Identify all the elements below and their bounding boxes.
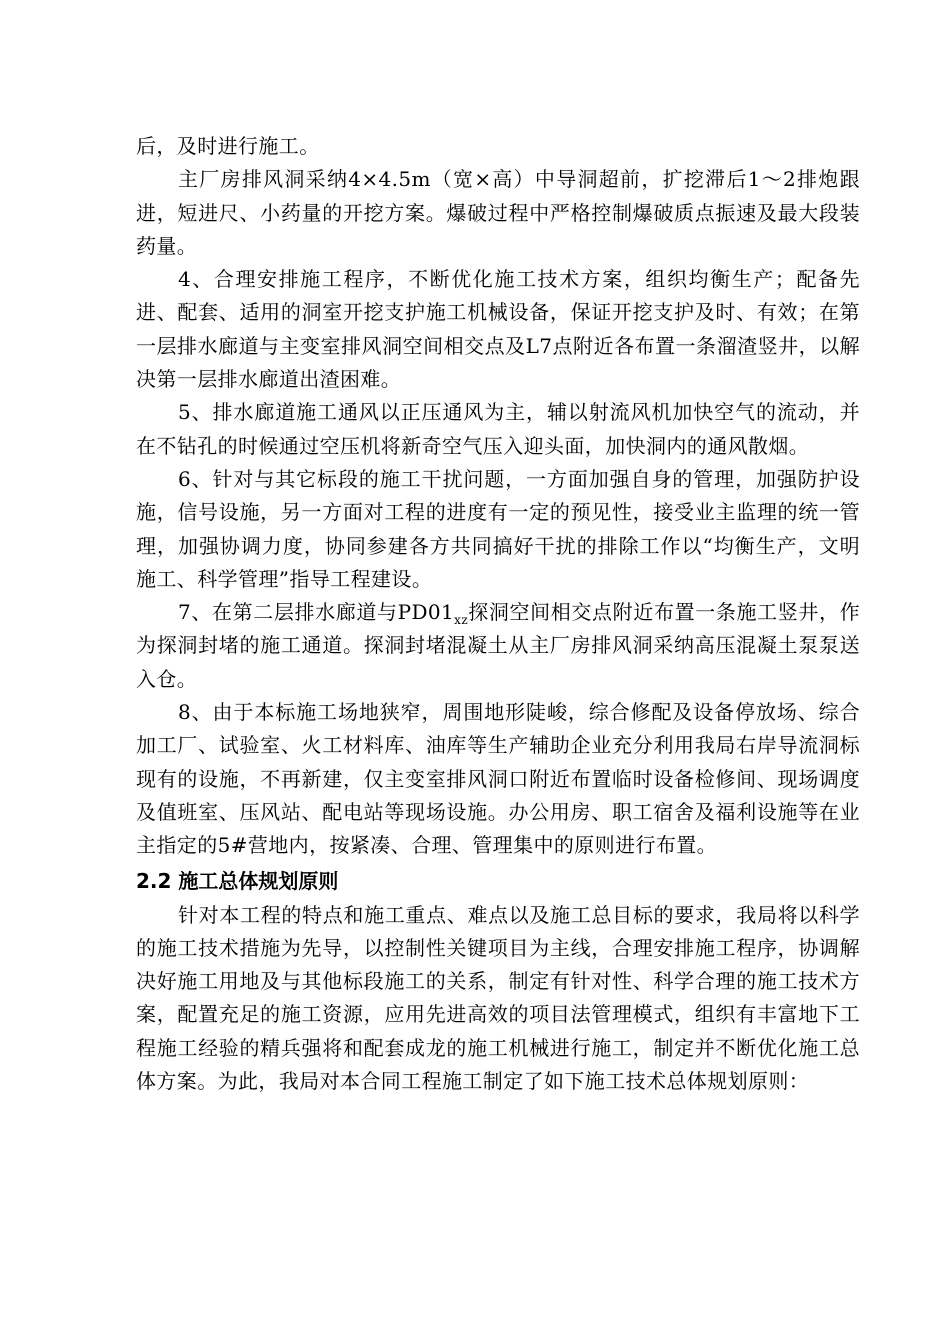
paragraph-item-6: 6、针对与其它标段的施工干扰问题，一方面加强自身的管理，加强防护设施，信号设施，另一方面对工程的进度有一定的预见性，接受业主监理的统一管理，加强协调力度，协同参建各方共同搞好干扰的排除工作以“均衡生产，文明施工、科学管理”指导工程建设。 <box>136 466 860 591</box>
paragraph-item-7-part1: 7、在第二层排水廊道与PD01 <box>178 600 455 625</box>
paragraph-item-5: 5、排水廊道施工通风以正压通风为主，辅以射流风机加快空气的流动，并在不钻孔的时候通过空压机将新奇空气压入迎头面，加快洞内的通风散烟。 <box>136 400 860 458</box>
paragraph-item-8: 8、由于本标施工场地狭窄，周围地形陡峻，综合修配及设备停放场、综合加工厂、试验室、火工材料库、油库等生产辅助企业充分利用我局右岸导流洞标现有的设施，不再新建，仅主变室排风洞口附近布置临时设备检修间、现场调度及值班室、压风站、配电站等现场设施。办公用房、职工宿舍及福利设施等在业主指定的5#营地内，按紧凑、合理、管理集中的原则进行布置。 <box>136 700 860 858</box>
paragraph-item-7-part2: 探洞空间相交点附近布置一条施工竖井，作为探洞封堵的施工通道。探洞封堵混凝土从主厂房排风洞采纳高压混凝土泵泵送入仓。 <box>136 600 860 691</box>
paragraph-continuation: 后，及时进行施工。 <box>136 134 320 158</box>
paragraph-exhaust-tunnel: 主厂房排风洞采纳4×4.5m（宽×高）中导洞超前，扩挖滞后1～2排炮跟进，短进尺、小药量的开挖方案。爆破过程中严格控制爆破质点振速及最大段装药量。 <box>136 167 860 258</box>
paragraph-item-7-subscript: xz <box>454 613 469 628</box>
section-heading: 2.2 施工总体规划原则 <box>136 868 339 893</box>
paragraph-item-4: 4、合理安排施工程序，不断优化施工技术方案，组织均衡生产；配备先进、配套、适用的洞室开挖支护施工机械设备，保证开挖支护及时、有效；在第一层排水廊道与主变室排风洞空间相交点及L7点附近各布置一条溜渣竖井，以解决第一层排水廊道出渣困难。 <box>136 267 860 392</box>
paragraph-planning-principles: 针对本工程的特点和施工重点、难点以及施工总目标的要求，我局将以科学的施工技术措施为先导，以控制性关键项目为主线，合理安排施工程序，协调解决好施工用地及与其他标段施工的关系，制定有针对性、科学合理的施工技术方案，配置充足的施工资源，应用先进高效的项目法管理模式，组织有丰富地下工程施工经验的精兵强将和配套成龙的施工机械进行施工，制定并不断优化施工总体方案。为此，我局对本合同工程施工制定了如下施工技术总体规划原则： <box>136 902 860 1094</box>
paragraph-item-7 <box>136 596 860 696</box>
document-page <box>136 130 860 1098</box>
